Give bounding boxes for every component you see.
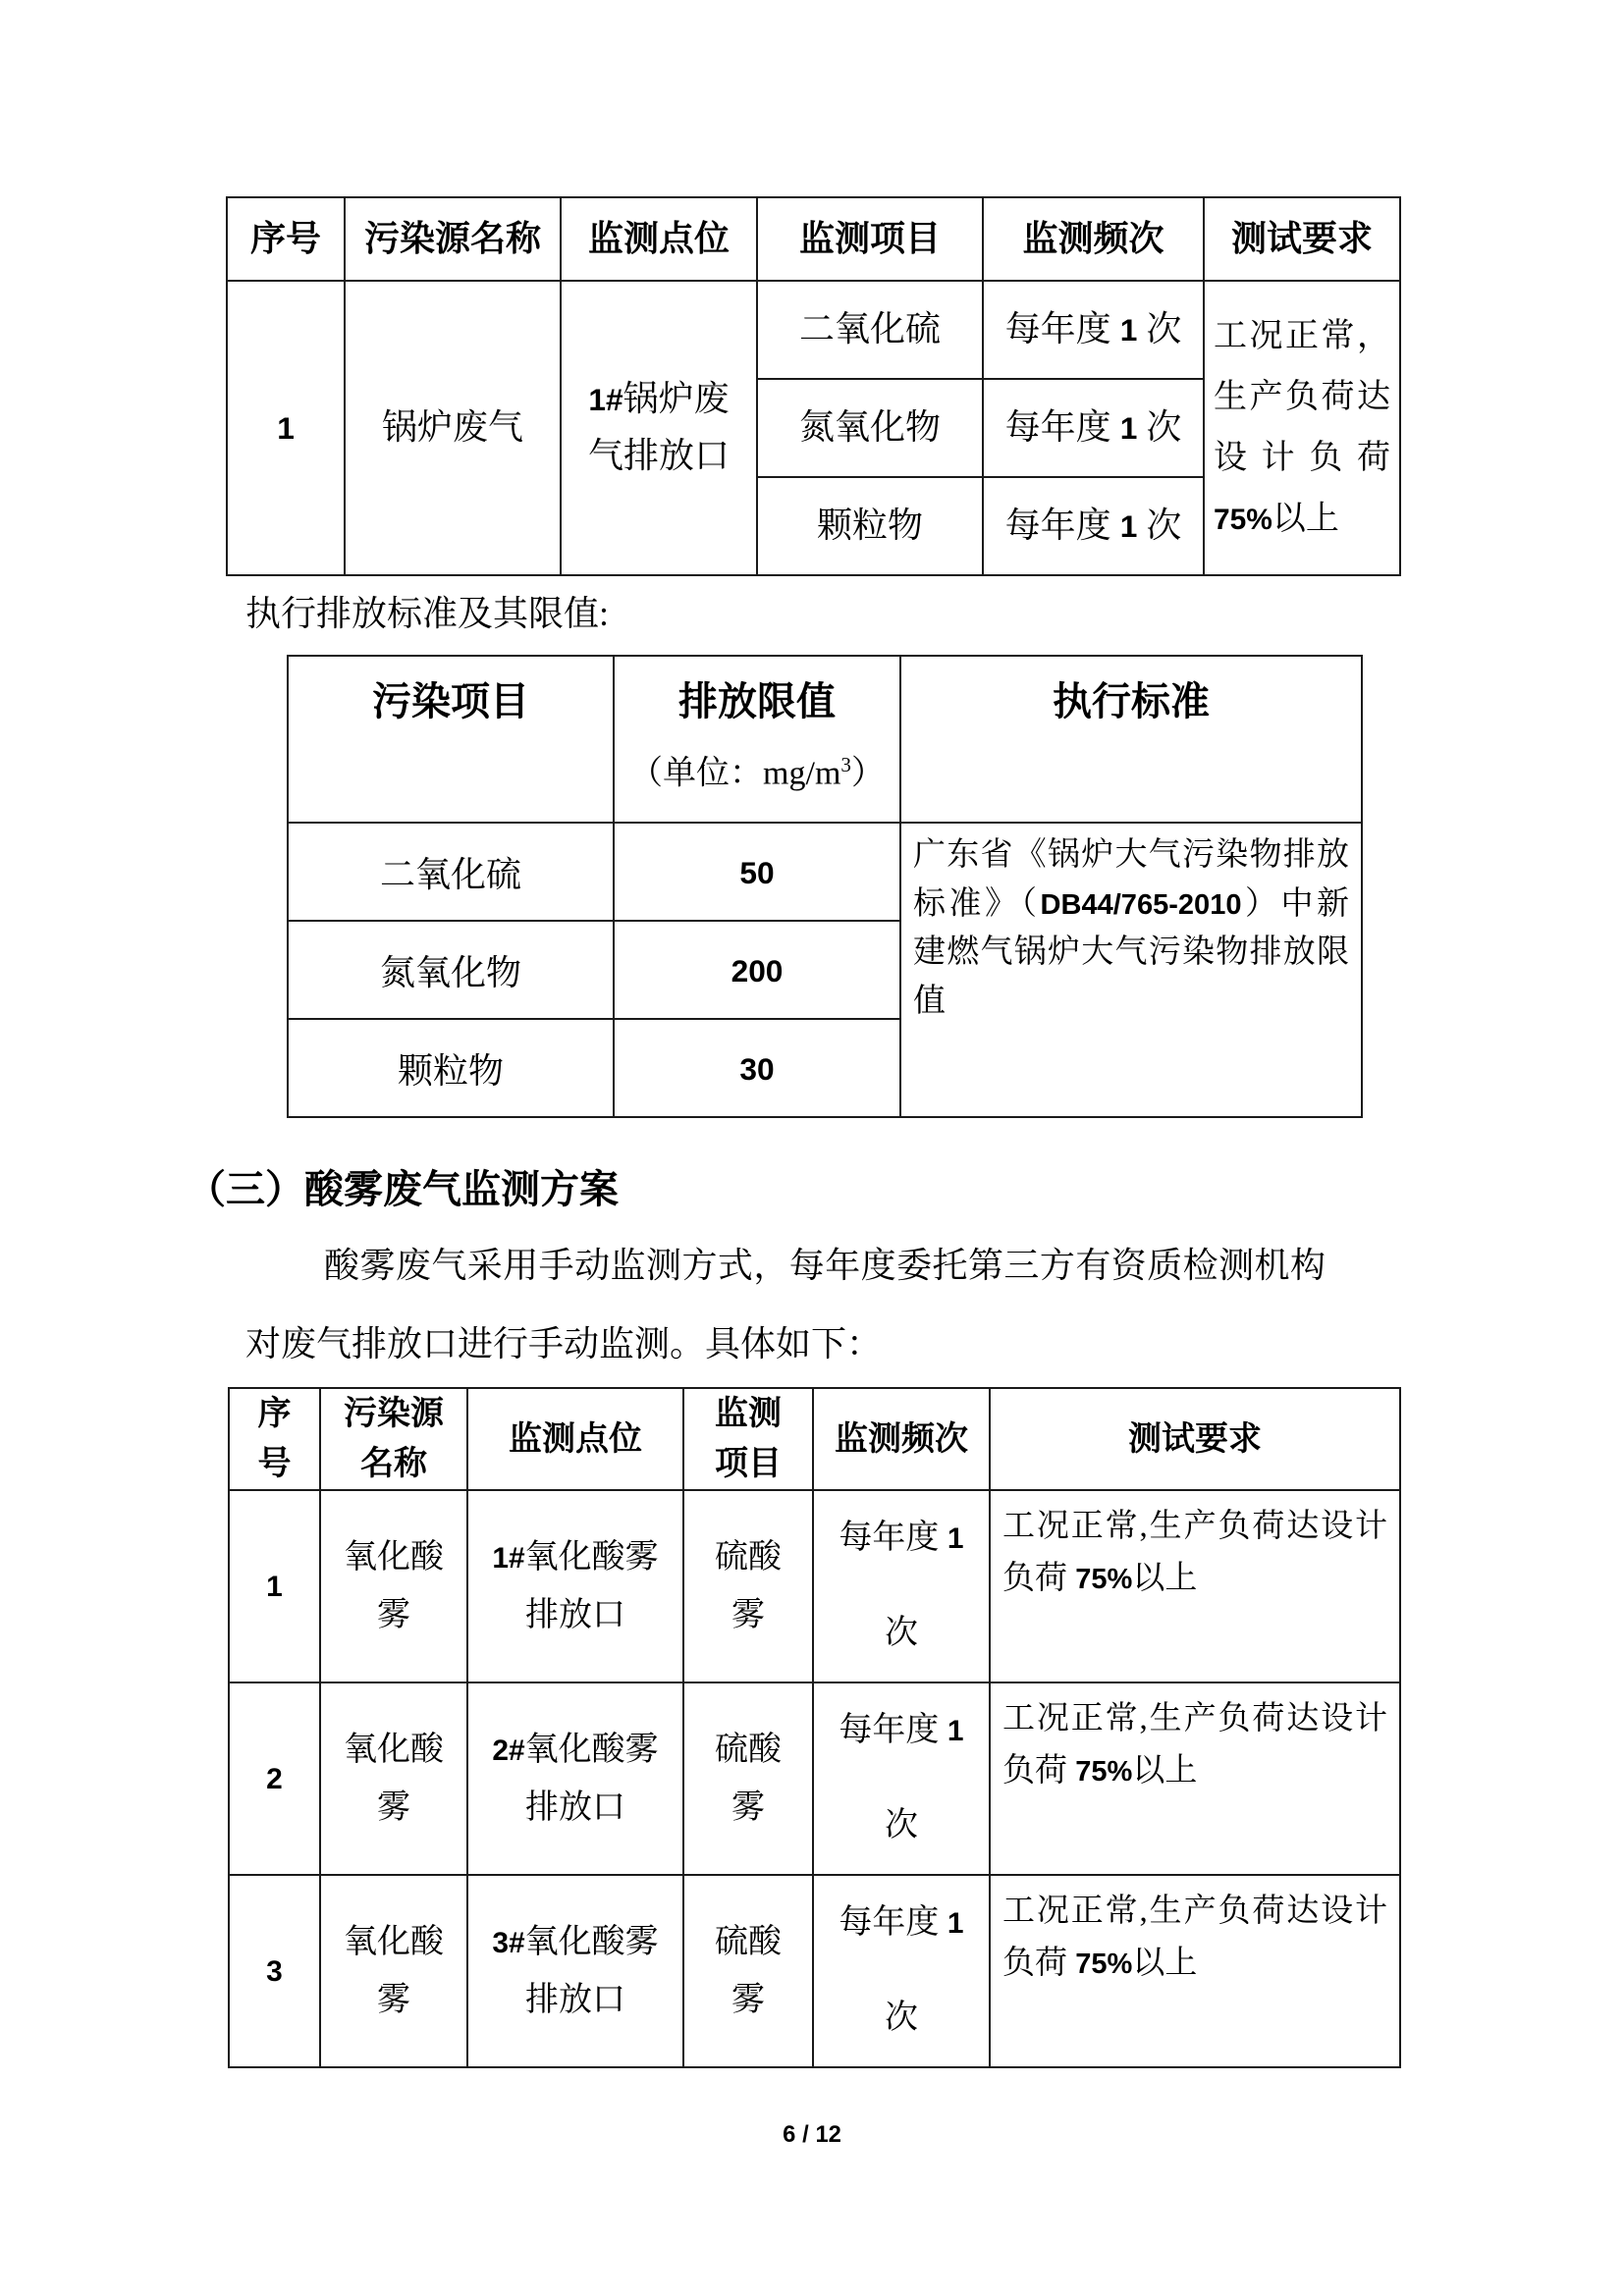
t3-cell-point: 3#氧化酸雾排放口 [467,1875,683,2067]
t3-cell-item: 硫酸雾 [683,1490,813,1682]
section-heading: （三）酸雾废气监测方案 [187,1167,619,1211]
t3-cell-point: 1#氧化酸雾排放口 [467,1490,683,1682]
t3-cell-freq: 每年度 1 次 [813,1875,990,2067]
t3-header-seq: 序号 [229,1388,320,1490]
t3-cell-point: 2#氧化酸雾排放口 [467,1682,683,1875]
t2-cell-limit-so2: 50 [614,823,900,921]
table-header-row [288,656,1362,823]
t1-cell-item-nox: 氮氧化物 [757,379,983,477]
t3-header-req: 测试要求 [990,1388,1400,1490]
t2-cell-item-so2: 二氧化硫 [288,823,614,921]
t3-cell-item: 硫酸雾 [683,1875,813,2067]
t3-cell-seq: 2 [229,1682,320,1875]
t2-cell-standard: 广东省《锅炉大气污染物排放标准》（DB44/765-2010）中新建燃气锅炉大气污染物排放限值 [900,823,1362,1117]
t3-cell-freq: 每年度 1 次 [813,1490,990,1682]
t2-header-item-title: 污染项目 [372,679,529,723]
t3-header-source: 污染源名称 [320,1388,467,1490]
t1-header-freq: 监测频次 [983,197,1204,281]
t3-cell-requirement: 工况正常,生产负荷达设计负荷 75%以上 [990,1490,1400,1682]
table-row [229,1682,1400,1875]
t2-header-limit [614,656,900,823]
t1-header-seq: 序号 [227,197,345,281]
t3-header-item: 监测项目 [683,1388,813,1490]
emission-limits-table [287,655,1363,1118]
t1-header-item: 监测项目 [757,197,983,281]
t1-header-req: 测试要求 [1204,197,1400,281]
table-row [229,1875,1400,2067]
t3-header-freq: 监测频次 [813,1388,990,1490]
t2-header-limit-unit: （单位：$mg/m^3$） [629,753,885,792]
t3-header-point: 监测点位 [467,1388,683,1490]
t2-cell-item-nox: 氮氧化物 [288,921,614,1019]
t2-cell-limit-nox: 200 [614,921,900,1019]
t3-cell-source: 氧化酸雾 [320,1875,467,2067]
t1-cell-requirement: 工况正常，生产负荷达设计负荷75%以上 [1204,281,1400,575]
t1-header-source: 污染源名称 [345,197,561,281]
t2-cell-item-pm: 颗粒物 [288,1019,614,1117]
table-row [229,1490,1400,1682]
t1-header-point: 监测点位 [561,197,757,281]
table-header-row [229,1388,1400,1490]
t3-cell-freq: 每年度 1 次 [813,1682,990,1875]
t1-cell-freq-nox: 每年度 1 次 [983,379,1204,477]
t3-cell-source: 氧化酸雾 [320,1682,467,1875]
t3-cell-source: 氧化酸雾 [320,1490,467,1682]
t2-cell-limit-pm: 30 [614,1019,900,1117]
t1-cell-source: 锅炉废气 [345,281,561,575]
t2-header-standard-title: 执行标准 [1053,679,1210,723]
t1-cell-seq: 1 [227,281,345,575]
t1-cell-item-pm: 颗粒物 [757,477,983,575]
t1-cell-point: 1#锅炉废气排放口 [561,281,757,575]
t3-cell-requirement: 工况正常,生产负荷达设计负荷 75%以上 [990,1875,1400,2067]
exec-standard-label: 执行排放标准及其限值: [245,594,610,633]
table-row [288,823,1362,921]
t3-cell-requirement: 工况正常,生产负荷达设计负荷 75%以上 [990,1682,1400,1875]
t2-header-limit-title: 排放限值 [678,679,836,723]
t1-cell-freq-so2: 每年度 1 次 [983,281,1204,379]
t3-cell-item: 硫酸雾 [683,1682,813,1875]
t3-cell-seq: 3 [229,1875,320,2067]
section-paragraph: 酸雾废气采用手动监测方式，每年度委托第三方有资质检测机构对废气排放口进行手动监测。具体如下： [245,1246,1326,1363]
boiler-gas-monitoring-table [226,196,1401,576]
t2-header-standard [900,656,1362,823]
table-row [227,281,1400,379]
t1-cell-item-so2: 二氧化硫 [757,281,983,379]
acid-mist-monitoring-table [228,1387,1401,2068]
t1-cell-freq-pm: 每年度 1 次 [983,477,1204,575]
table-header-row [227,197,1400,281]
t2-header-item [288,656,614,823]
page-number: 6 / 12 [783,2121,841,2148]
t3-cell-seq: 1 [229,1490,320,1682]
